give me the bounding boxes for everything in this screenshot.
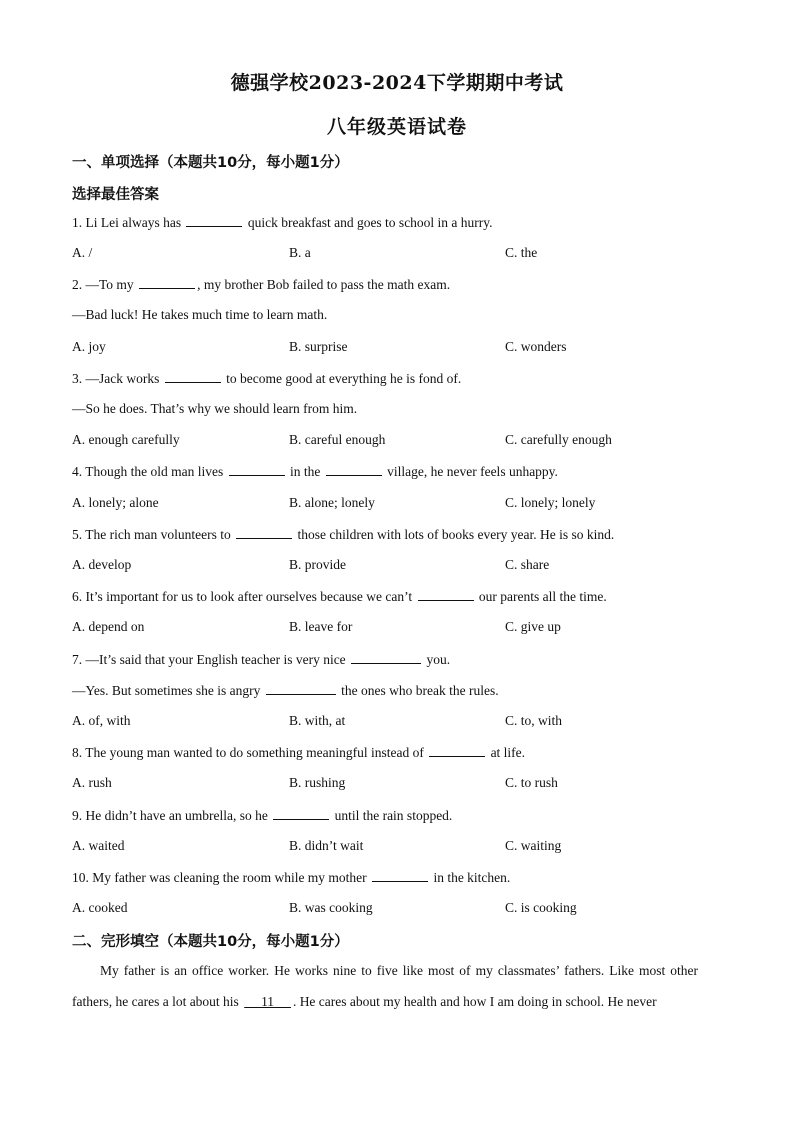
section2-heading: 二、完形填空（本题共10分，每小题1分）	[72, 934, 349, 950]
question-3-reply	[72, 401, 357, 417]
option-a: A. rush	[72, 775, 112, 790]
answer-blank	[165, 370, 221, 383]
option-a: A. cooked	[72, 900, 128, 915]
question-text: to become good at everything he is fond of.	[222, 371, 462, 386]
question-text: our parents all the time.	[475, 589, 607, 604]
option-a: A. depend on	[72, 619, 145, 634]
answer-blank	[372, 869, 428, 882]
question-text: village, he never feels unhappy.	[383, 464, 558, 479]
answer-blank	[326, 463, 382, 476]
question-5	[72, 526, 614, 543]
question-text: 1. Li Lei always has	[72, 215, 185, 230]
question-text: 5. The rich man volunteers to	[72, 527, 235, 542]
option-b: B. with, at	[289, 713, 346, 728]
answer-blank	[266, 682, 336, 695]
option-b: B. surprise	[289, 339, 348, 354]
option-c: C. to, with	[505, 713, 563, 728]
question-text: 8. The young man wanted to do something meaningful instead of	[72, 745, 428, 760]
option-b: B. a	[289, 245, 311, 260]
answer-blank	[139, 276, 195, 289]
answer-blank	[236, 526, 292, 539]
option-b: B. didn’t wait	[289, 838, 364, 853]
option-a: A. of, with	[72, 713, 131, 728]
question-text: —Yes. But sometimes she is angry	[72, 683, 264, 698]
cloze-passage	[72, 955, 698, 1017]
answer-blank	[229, 463, 285, 476]
question-text: the ones who break the rules.	[337, 683, 499, 698]
option-c: C. the	[505, 245, 538, 260]
option-a: A. joy	[72, 339, 106, 354]
question-4	[72, 463, 558, 480]
option-c: C. share	[505, 557, 550, 572]
answer-blank	[418, 588, 474, 601]
option-b: B. rushing	[289, 775, 346, 790]
option-b: B. was cooking	[289, 900, 373, 915]
question-text: 6. It’s important for us to look after ourselves because we can’t	[72, 589, 416, 604]
passage-text: . He cares about my health and how I am doing in school. He never	[292, 994, 657, 1009]
option-c: C. wonders	[505, 339, 567, 354]
question-3	[72, 370, 461, 387]
question-text: in the kitchen.	[430, 870, 511, 885]
question-2	[72, 276, 450, 293]
question-text: 2. —To my	[72, 277, 138, 292]
exam-title: 德强学校2023-2024下学期期中考试	[230, 72, 564, 94]
question-9	[72, 807, 452, 824]
option-c: C. give up	[505, 619, 561, 634]
question-text: , my brother Bob failed to pass the math exam.	[197, 277, 451, 292]
exam-subtitle: 八年级英语试卷	[326, 116, 467, 138]
question-text: —Bad luck! He takes much time to learn math.	[72, 307, 328, 322]
question-text: until the rain stopped.	[331, 808, 453, 823]
section1-heading: 一、单项选择（本题共10分，每小题1分）	[72, 155, 349, 171]
cloze-blank-11	[242, 994, 293, 1009]
option-c: C. carefully enough	[505, 432, 612, 447]
question-text: 7. —It’s said that your English teacher is very nice	[72, 652, 350, 667]
question-text: 4. Though the old man lives	[72, 464, 227, 479]
question-text: at life.	[487, 745, 526, 760]
answer-blank	[351, 651, 421, 664]
question-text: in the	[286, 464, 324, 479]
question-7-reply	[72, 682, 499, 699]
question-text: those children with lots of books every year. He is so kind.	[294, 527, 615, 542]
option-a: A. lonely; alone	[72, 495, 159, 510]
option-b: B. provide	[289, 557, 346, 572]
cloze-blank-number: 11	[261, 994, 275, 1009]
option-c: C. waiting	[505, 838, 562, 853]
option-b: B. leave for	[289, 619, 353, 634]
question-text: —So he does. That’s why we should learn from him.	[72, 401, 358, 416]
question-text: 9. He didn’t have an umbrella, so he	[72, 808, 272, 823]
question-text: 10. My father was cleaning the room while my mother	[72, 870, 371, 885]
option-b: B. careful enough	[289, 432, 386, 447]
question-2-reply	[72, 307, 327, 323]
option-a: A. /	[72, 245, 93, 260]
question-1	[72, 214, 493, 231]
option-b: B. alone; lonely	[289, 495, 375, 510]
passage-text: My father is an office worker. He works nine to five like most of my classmates’ fathers. Like most other fathers, he cares a lot about his	[72, 963, 698, 1009]
question-8	[72, 744, 525, 761]
question-text: you.	[423, 652, 451, 667]
question-6	[72, 588, 607, 605]
question-7	[72, 651, 450, 668]
option-a: A. develop	[72, 557, 132, 572]
option-c: C. is cooking	[505, 900, 577, 915]
answer-blank	[273, 807, 329, 820]
answer-blank	[186, 214, 242, 227]
option-c: C. to rush	[505, 775, 558, 790]
question-text: 3. —Jack works	[72, 371, 163, 386]
section1-subheading: 选择最佳答案	[72, 187, 159, 203]
option-a: A. enough carefully	[72, 432, 180, 447]
question-text: quick breakfast and goes to school in a hurry.	[244, 215, 493, 230]
answer-blank	[429, 744, 485, 757]
option-a: A. waited	[72, 838, 125, 853]
question-10	[72, 869, 510, 886]
option-c: C. lonely; lonely	[505, 495, 596, 510]
